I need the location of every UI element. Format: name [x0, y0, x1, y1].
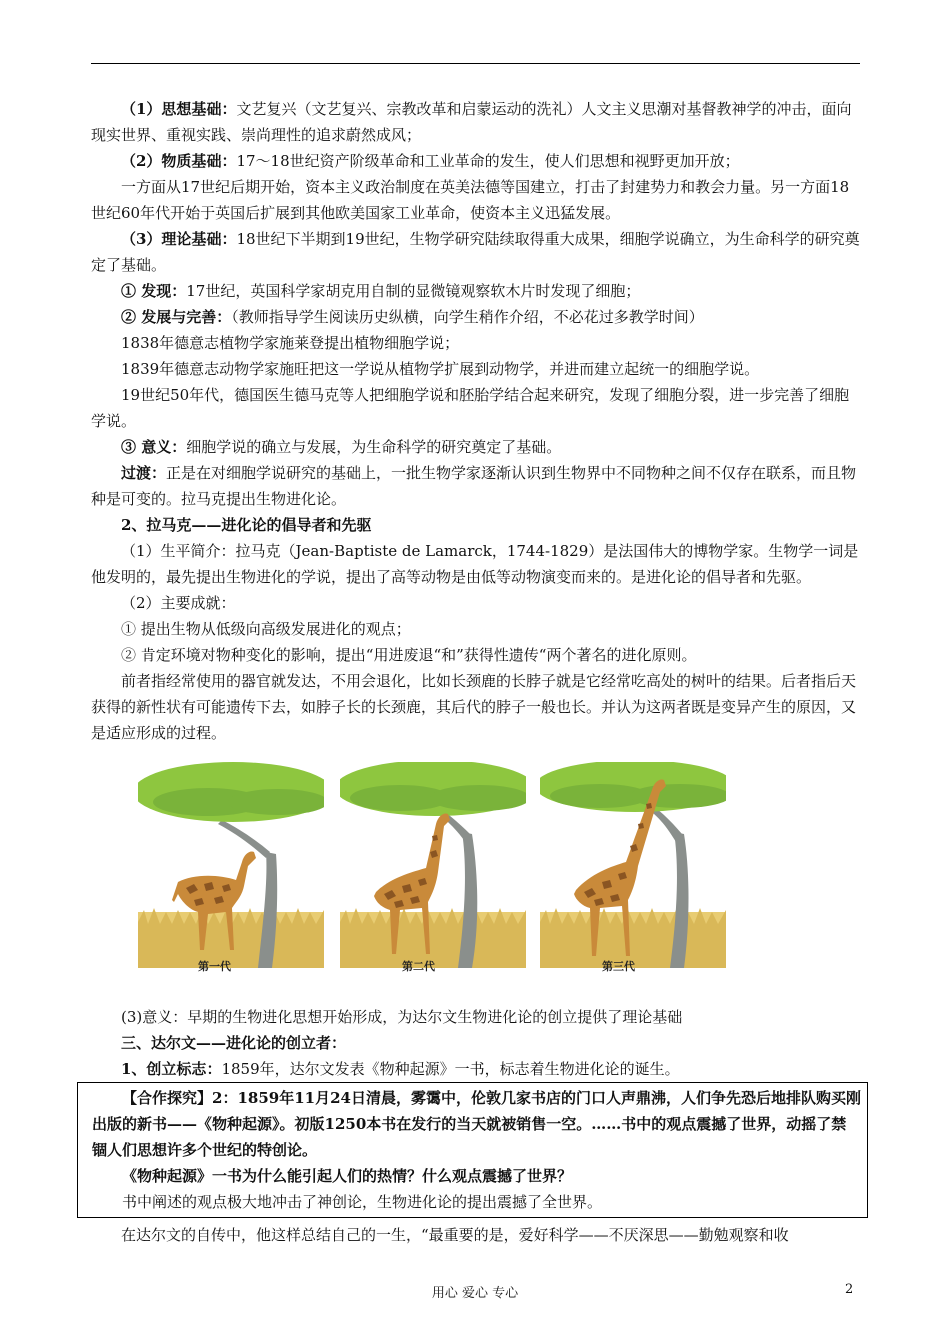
- paragraph: 一方面从17世纪后期开始，资本主义政治制度在英美法德等国建立，打击了封建势力和教会力量。另一方面18世纪60年代开始于英国后扩展到其他欧美国家工业革命，使资本主义迅猛发展。: [91, 178, 850, 222]
- paragraph: 1838年德意志植物学家施莱登提出植物细胞学说；: [121, 334, 460, 352]
- giraffe-figure-gen2: [340, 762, 526, 974]
- paragraph: （2）物质基础：17～18世纪资产阶级革命和工业革命的发生，使人们思想和视野更加开放；: [121, 152, 740, 170]
- paragraph: 过渡：正是在对细胞学说研究的基础上，一批生物学家逐渐认识到生物界中不同物种之间不仅存在联系，而且物种是可变的。拉马克提出生物进化论。: [91, 464, 857, 508]
- document-body: [91, 96, 860, 1248]
- paragraph: 在达尔文的自传中，他这样总结自己的一生，“最重要的是，爱好科学——不厌深思——勤勉观察和收: [121, 1226, 789, 1244]
- paragraph: ② 发展与完善：（教师指导学生阅读历史纵横，向学生稍作介绍，不必花过多教学时间）: [121, 308, 704, 326]
- page-number: 2: [845, 1282, 854, 1297]
- giraffe-illustration-3: [540, 762, 726, 974]
- inquiry-question: 《物种起源》一书为什么能引起人们的热情？什么观点震撼了世界？: [122, 1167, 573, 1185]
- figure-caption: 第三代: [602, 961, 635, 973]
- paragraph: ③ 意义：细胞学说的确立与发展，为生命科学的研究奠定了基础。: [121, 438, 562, 456]
- paragraph: （3）理论基础：18世纪下半期到19世纪，生物学研究陆续取得重大成果，细胞学说确立，为生命科学的研究奠定了基础。: [91, 230, 860, 274]
- paragraph: 前者指经常使用的器官就发达，不用会退化，比如长颈鹿的长脖子就是它经常吃高处的树叶的结果。后者指后天获得的新性状有可能遗传下去，如脖子长的长颈鹿，其后代的脖子一般也长。并认为这两者既是变异产生的原因，又是适应形成的过程。: [91, 672, 857, 742]
- giraffe-illustration-1: [138, 762, 324, 974]
- giraffe-illustration-2: [340, 762, 526, 974]
- figure-caption: 第二代: [402, 961, 435, 973]
- section-heading: 三、达尔文——进化论的创立者：: [121, 1034, 347, 1052]
- giraffe-figure-gen1: [138, 762, 324, 974]
- paragraph: 1839年德意志动物学家施旺把这一学说从植物学扩展到动物学，并进而建立起统一的细胞学说。: [121, 360, 760, 378]
- paragraph: (3)意义：早期的生物进化思想开始形成，为达尔文生物进化论的创立提供了理论基础: [121, 1008, 683, 1026]
- giraffe-figure-row: [91, 762, 860, 998]
- paragraph: ① 发现：17世纪，英国科学家胡克用自制的显微镜观察软木片时发现了细胞；: [121, 282, 641, 300]
- header-rule: [91, 63, 860, 64]
- inquiry-answer: 书中阐述的观点极大地冲击了神创论，生物进化论的提出震撼了全世界。: [122, 1193, 603, 1211]
- paragraph: （2）主要成就：: [121, 594, 236, 612]
- figure-caption: 第一代: [198, 961, 231, 973]
- section-heading: 2、拉马克——进化论的倡导者和先驱: [121, 516, 372, 534]
- paragraph: 1、创立标志：1859年，达尔文发表《物种起源》一书，标志着生物进化论的诞生。: [121, 1060, 680, 1078]
- cooperative-inquiry-box: [77, 1082, 868, 1218]
- paragraph: 19世纪50年代，德国医生德马克等人把细胞学说和胚胎学结合起来研究，发现了细胞分裂，进一步完善了细胞学说。: [91, 386, 850, 430]
- paragraph: （1）生平简介：拉马克（Jean-Baptiste de Lamarck，1744-1829）是法国伟大的博物学家。生物学一词是他发明的，最先提出生物进化的学说，提出了高等动物是由低等动物演变而来的。是进化论的倡导者和先驱。: [91, 542, 859, 586]
- paragraph: ② 肯定环境对物种变化的影响，提出“用进废退“和”获得性遗传“两个著名的进化原则。: [121, 646, 697, 664]
- inquiry-intro: 【合作探究】2：1859年11月24日清晨，雾霭中，伦敦几家书店的门口人声鼎沸，人们争先恐后地排队购买刚出版的新书——《物种起源》。初版1250本书在发行的当天就被销售一空。……书中的观点震撼了世界，动摇了禁锢人们思想许多个世纪的特创论。: [92, 1089, 861, 1159]
- giraffe-figure-gen3: [540, 762, 726, 974]
- paragraph: （1）思想基础：文艺复兴（文艺复兴、宗教改革和启蒙运动的洗礼）人文主义思潮对基督教神学的冲击，面向现实世界、重视实践、崇尚理性的追求蔚然成风；: [91, 100, 852, 144]
- paragraph: ① 提出生物从低级向高级发展进化的观点；: [121, 620, 411, 638]
- footer-motto: 用心 爱心 专心: [431, 1286, 519, 1301]
